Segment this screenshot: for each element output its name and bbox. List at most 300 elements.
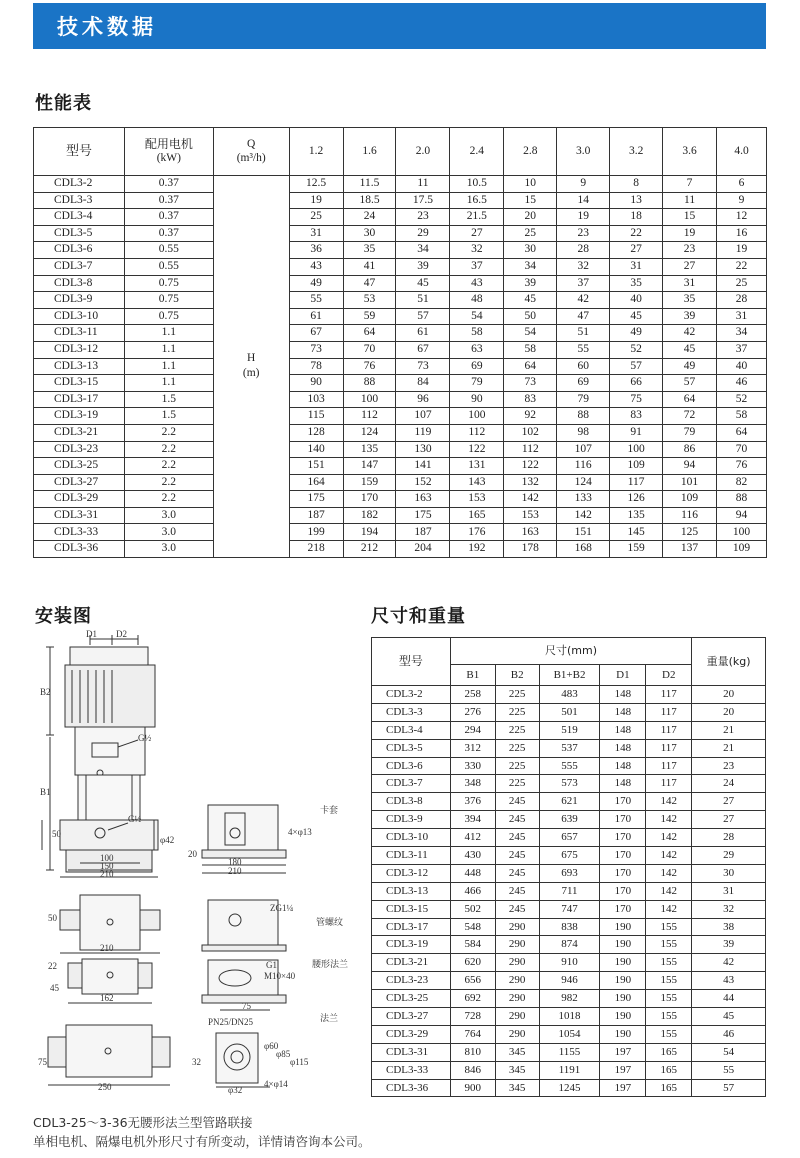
- head-value-cell: 43: [289, 258, 343, 275]
- head-value-cell: 58: [450, 325, 504, 342]
- dim-value-cell: 675: [539, 847, 600, 865]
- weight-cell: 55: [692, 1061, 766, 1079]
- head-value-cell: 22: [717, 258, 767, 275]
- head-value-cell: 39: [396, 258, 450, 275]
- dim-value-cell: 142: [646, 793, 692, 811]
- weight-cell: 38: [692, 918, 766, 936]
- table-row: [372, 739, 766, 757]
- weight-cell: 28: [692, 829, 766, 847]
- head-value-cell: 51: [396, 292, 450, 309]
- dim-value-cell: 148: [600, 686, 646, 704]
- table-row: [372, 990, 766, 1008]
- table-row: [372, 686, 766, 704]
- dim-value-cell: 258: [450, 686, 495, 704]
- installation-title: 安装图: [35, 606, 92, 627]
- dimensions-body: [372, 686, 766, 1097]
- head-value-cell: 73: [396, 358, 450, 375]
- head-value-cell: 103: [289, 391, 343, 408]
- head-value-cell: 124: [557, 474, 610, 491]
- head-value-cell: 88: [717, 491, 767, 508]
- head-value-cell: 175: [396, 507, 450, 524]
- label-g-half-low: G½: [128, 814, 142, 824]
- head-value-cell: 168: [557, 541, 610, 558]
- dim-value-cell: 692: [450, 990, 495, 1008]
- head-value-cell: 9: [717, 192, 767, 209]
- model-cell: CDL3-33: [34, 524, 125, 541]
- power-cell: 2.2: [124, 474, 213, 491]
- dim-model-cell: CDL3-27: [372, 1008, 451, 1026]
- label-162: 162: [100, 993, 114, 1003]
- dim-value-cell: 946: [539, 972, 600, 990]
- head-value-cell: 6: [717, 176, 767, 193]
- power-cell: 2.2: [124, 424, 213, 441]
- head-value-cell: 43: [450, 275, 504, 292]
- table-row: [34, 408, 767, 425]
- dim-value-cell: 573: [539, 775, 600, 793]
- head-value-cell: 52: [717, 391, 767, 408]
- head-value-cell: 34: [396, 242, 450, 259]
- dim-value-cell: 170: [600, 829, 646, 847]
- head-value-cell: 11: [396, 176, 450, 193]
- dim-value-cell: 197: [600, 1079, 646, 1097]
- head-value-cell: 45: [663, 341, 717, 358]
- head-value-cell: 23: [396, 209, 450, 226]
- head-value-cell: 88: [557, 408, 610, 425]
- dim-value-cell: 245: [495, 882, 539, 900]
- dim-col-header: D2: [646, 665, 692, 686]
- dim-model-cell: CDL3-9: [372, 811, 451, 829]
- model-cell: CDL3-5: [34, 225, 125, 242]
- dim-value-cell: 501: [539, 703, 600, 721]
- flow-col-header: 2.0: [396, 128, 450, 176]
- head-value-cell: 112: [504, 441, 557, 458]
- weight-cell: 31: [692, 882, 766, 900]
- head-value-cell: 64: [717, 424, 767, 441]
- head-value-cell: 53: [343, 292, 396, 309]
- dim-value-cell: 225: [495, 703, 539, 721]
- head-value-cell: 19: [557, 209, 610, 226]
- head-value-cell: 49: [610, 325, 663, 342]
- table-row: [34, 325, 767, 342]
- table-row: [34, 358, 767, 375]
- dim-value-cell: 466: [450, 882, 495, 900]
- dim-value-cell: 810: [450, 1043, 495, 1061]
- head-value-cell: 21.5: [450, 209, 504, 226]
- flow-col-header: 3.2: [610, 128, 663, 176]
- head-value-cell: 86: [663, 441, 717, 458]
- label-210: 210: [100, 869, 114, 879]
- dim-model-cell: CDL3-7: [372, 775, 451, 793]
- table-row: [34, 292, 767, 309]
- power-cell: 2.2: [124, 441, 213, 458]
- head-value-cell: 19: [663, 225, 717, 242]
- dim-value-cell: 197: [600, 1043, 646, 1061]
- dim-value-cell: 537: [539, 739, 600, 757]
- table-row: [34, 424, 767, 441]
- head-value-cell: 84: [396, 375, 450, 392]
- head-value-cell: 36: [289, 242, 343, 259]
- label-b1: B1: [40, 787, 51, 797]
- dim-value-cell: 330: [450, 757, 495, 775]
- model-header: 型号: [34, 128, 125, 176]
- head-value-cell: 165: [450, 507, 504, 524]
- head-value-cell: 49: [289, 275, 343, 292]
- head-value-cell: 75: [610, 391, 663, 408]
- head-value-cell: 100: [610, 441, 663, 458]
- head-value-cell: 67: [289, 325, 343, 342]
- dim-value-cell: 693: [539, 864, 600, 882]
- label-phi42: φ42: [160, 835, 175, 845]
- dim-value-cell: 555: [539, 757, 600, 775]
- dim-value-cell: 838: [539, 918, 600, 936]
- head-value-cell: 60: [557, 358, 610, 375]
- label-phi32: φ32: [228, 1085, 243, 1095]
- head-value-cell: 32: [557, 258, 610, 275]
- model-cell: CDL3-23: [34, 441, 125, 458]
- head-value-cell: 116: [663, 507, 717, 524]
- head-value-cell: 135: [343, 441, 396, 458]
- head-value-cell: 125: [663, 524, 717, 541]
- weight-cell: 27: [692, 811, 766, 829]
- dim-value-cell: 900: [450, 1079, 495, 1097]
- dim-model-cell: CDL3-25: [372, 990, 451, 1008]
- dim-value-cell: 728: [450, 1008, 495, 1026]
- weight-cell: 21: [692, 739, 766, 757]
- banner-title: 技术数据: [57, 15, 157, 39]
- dim-value-cell: 548: [450, 918, 495, 936]
- dim-value-cell: 276: [450, 703, 495, 721]
- head-value-cell: 64: [504, 358, 557, 375]
- head-value-cell: 52: [610, 341, 663, 358]
- model-cell: CDL3-6: [34, 242, 125, 259]
- head-value-cell: 12: [717, 209, 767, 226]
- head-value-cell: 54: [450, 308, 504, 325]
- performance-table: [33, 127, 767, 558]
- head-value-cell: 41: [343, 258, 396, 275]
- dim-model-cell: CDL3-3: [372, 703, 451, 721]
- dim-value-cell: 148: [600, 739, 646, 757]
- performance-title: 性能表: [35, 93, 92, 114]
- table-row: [372, 900, 766, 918]
- head-value-cell: 14: [557, 192, 610, 209]
- head-value-cell: 42: [663, 325, 717, 342]
- head-value-cell: 79: [557, 391, 610, 408]
- dim-value-cell: 448: [450, 864, 495, 882]
- head-value-cell: 16.5: [450, 192, 504, 209]
- dim-value-cell: 190: [600, 936, 646, 954]
- model-cell: CDL3-12: [34, 341, 125, 358]
- head-value-cell: 122: [504, 458, 557, 475]
- power-cell: 2.2: [124, 491, 213, 508]
- dim-model-cell: CDL3-4: [372, 721, 451, 739]
- weight-cell: 46: [692, 1025, 766, 1043]
- label-32: 32: [192, 1057, 201, 1067]
- table-row: [372, 775, 766, 793]
- flow-col-header: 2.4: [450, 128, 504, 176]
- head-value-cell: 22: [610, 225, 663, 242]
- head-value-cell: 73: [504, 375, 557, 392]
- table-row: [34, 458, 767, 475]
- dim-value-cell: 190: [600, 918, 646, 936]
- head-value-cell: 109: [610, 458, 663, 475]
- head-value-cell: 63: [450, 341, 504, 358]
- dim-model-cell: CDL3-31: [372, 1043, 451, 1061]
- table-row: [34, 507, 767, 524]
- head-value-cell: 78: [289, 358, 343, 375]
- weight-cell: 20: [692, 686, 766, 704]
- head-value-cell: 35: [663, 292, 717, 309]
- label-h20: 20: [188, 849, 197, 859]
- dim-value-cell: 1245: [539, 1079, 600, 1097]
- dim-col-header: B2: [495, 665, 539, 686]
- weight-cell: 24: [692, 775, 766, 793]
- dim-model-cell: CDL3-21: [372, 954, 451, 972]
- dim-value-cell: 412: [450, 829, 495, 847]
- head-value-cell: 27: [663, 258, 717, 275]
- weight-cell: 27: [692, 793, 766, 811]
- head-value-cell: 57: [610, 358, 663, 375]
- head-value-cell: 18.5: [343, 192, 396, 209]
- head-value-cell: 58: [717, 408, 767, 425]
- table-row: [34, 474, 767, 491]
- model-cell: CDL3-15: [34, 375, 125, 392]
- weight-cell: 54: [692, 1043, 766, 1061]
- dim-value-cell: 982: [539, 990, 600, 1008]
- model-cell: CDL3-9: [34, 292, 125, 309]
- dim-value-cell: 245: [495, 829, 539, 847]
- label-pipe-thread: 管螺纹: [316, 917, 344, 927]
- table-row: [372, 703, 766, 721]
- head-value-cell: 130: [396, 441, 450, 458]
- head-value-cell: 163: [396, 491, 450, 508]
- table-row: [34, 541, 767, 558]
- label-75: 75: [242, 1001, 251, 1011]
- table-row: [34, 242, 767, 259]
- label-b2: B2: [40, 687, 51, 697]
- dim-model-cell: CDL3-33: [372, 1061, 451, 1079]
- dim-value-cell: 345: [495, 1043, 539, 1061]
- table-row: [372, 1079, 766, 1097]
- power-cell: 1.1: [124, 341, 213, 358]
- dim-value-cell: 117: [646, 703, 692, 721]
- head-value-cell: 55: [289, 292, 343, 309]
- table-row: [34, 176, 767, 193]
- dim-model-cell: CDL3-13: [372, 882, 451, 900]
- flow-col-header: 2.8: [504, 128, 557, 176]
- power-cell: 0.55: [124, 242, 213, 259]
- table-row: [372, 936, 766, 954]
- dim-value-cell: 142: [646, 882, 692, 900]
- head-value-cell: 159: [610, 541, 663, 558]
- performance-header-row: [34, 128, 767, 176]
- table-row: [34, 524, 767, 541]
- dim-value-cell: 170: [600, 793, 646, 811]
- label-flange: 法兰: [320, 1013, 339, 1023]
- weight-cell: 44: [692, 990, 766, 1008]
- dim-model-cell: CDL3-8: [372, 793, 451, 811]
- head-unit-cell: [213, 176, 289, 558]
- head-value-cell: 19: [289, 192, 343, 209]
- table-row: [372, 1008, 766, 1026]
- dim-value-cell: 290: [495, 990, 539, 1008]
- head-value-cell: 69: [557, 375, 610, 392]
- dim-value-cell: 170: [600, 811, 646, 829]
- dim-value-cell: 656: [450, 972, 495, 990]
- head-value-cell: 73: [289, 341, 343, 358]
- head-value-cell: 29: [396, 225, 450, 242]
- table-row: [34, 308, 767, 325]
- weight-cell: 45: [692, 1008, 766, 1026]
- head-value-cell: 90: [450, 391, 504, 408]
- dim-value-cell: 225: [495, 721, 539, 739]
- head-value-cell: 39: [663, 308, 717, 325]
- head-value-cell: 122: [450, 441, 504, 458]
- head-value-cell: 124: [343, 424, 396, 441]
- dim-value-cell: 245: [495, 811, 539, 829]
- power-cell: 0.37: [124, 192, 213, 209]
- label-oval-flange: 腰形法兰: [312, 959, 349, 969]
- head-value-cell: 12.5: [289, 176, 343, 193]
- dimensions-title: 尺寸和重量: [371, 606, 466, 627]
- head-value-cell: 37: [717, 341, 767, 358]
- dim-value-cell: 483: [539, 686, 600, 704]
- dim-value-cell: 502: [450, 900, 495, 918]
- dim-value-cell: 155: [646, 1025, 692, 1043]
- model-cell: CDL3-13: [34, 358, 125, 375]
- head-value-cell: 192: [450, 541, 504, 558]
- head-value-cell: 13: [610, 192, 663, 209]
- head-value-cell: 102: [504, 424, 557, 441]
- head-value-cell: 45: [504, 292, 557, 309]
- dim-value-cell: 117: [646, 757, 692, 775]
- head-value-cell: 119: [396, 424, 450, 441]
- dim-col-header: B1+B2: [539, 665, 600, 686]
- head-value-cell: 194: [343, 524, 396, 541]
- dim-value-cell: 225: [495, 739, 539, 757]
- power-cell: 0.55: [124, 258, 213, 275]
- head-value-cell: 17.5: [396, 192, 450, 209]
- head-value-cell: 47: [557, 308, 610, 325]
- head-value-cell: 90: [289, 375, 343, 392]
- dim-value-cell: 170: [600, 900, 646, 918]
- power-cell: 0.37: [124, 225, 213, 242]
- power-cell: 1.5: [124, 408, 213, 425]
- model-cell: CDL3-3: [34, 192, 125, 209]
- dim-value-cell: 190: [600, 972, 646, 990]
- head-value-cell: 46: [717, 375, 767, 392]
- head-value-cell: 57: [663, 375, 717, 392]
- power-cell: 1.1: [124, 375, 213, 392]
- dim-col-header: D1: [600, 665, 646, 686]
- head-value-cell: 49: [663, 358, 717, 375]
- dim-col-header: B1: [450, 665, 495, 686]
- head-value-cell: 64: [343, 325, 396, 342]
- model-cell: CDL3-2: [34, 176, 125, 193]
- dim-value-cell: 165: [646, 1061, 692, 1079]
- head-value-cell: 159: [343, 474, 396, 491]
- dim-value-cell: 225: [495, 775, 539, 793]
- label-m10: M10×40: [264, 971, 296, 981]
- weight-cell: 32: [692, 900, 766, 918]
- table-row: [372, 864, 766, 882]
- dim-value-cell: 155: [646, 954, 692, 972]
- dim-model-cell: CDL3-2: [372, 686, 451, 704]
- head-value-cell: 72: [663, 408, 717, 425]
- dim-value-cell: 155: [646, 936, 692, 954]
- table-row: [34, 441, 767, 458]
- flow-col-header: 1.2: [289, 128, 343, 176]
- table-row: [34, 192, 767, 209]
- flow-col-header: 3.0: [557, 128, 610, 176]
- head-value-cell: 100: [717, 524, 767, 541]
- table-row: [372, 918, 766, 936]
- dim-model-cell: CDL3-29: [372, 1025, 451, 1043]
- weight-cell: 57: [692, 1079, 766, 1097]
- head-value-cell: 39: [504, 275, 557, 292]
- head-value-cell: 27: [450, 225, 504, 242]
- table-row: [372, 757, 766, 775]
- table-row: [372, 882, 766, 900]
- head-value-cell: 28: [717, 292, 767, 309]
- head-value-cell: 69: [450, 358, 504, 375]
- head-value-cell: 30: [343, 225, 396, 242]
- dim-model-cell: CDL3-6: [372, 757, 451, 775]
- head-value-cell: 98: [557, 424, 610, 441]
- head-value-cell: 37: [557, 275, 610, 292]
- head-value-cell: 116: [557, 458, 610, 475]
- dim-value-cell: 225: [495, 757, 539, 775]
- model-cell: CDL3-4: [34, 209, 125, 226]
- weight-cell: 23: [692, 757, 766, 775]
- dim-value-cell: 620: [450, 954, 495, 972]
- head-value-cell: 187: [396, 524, 450, 541]
- label-d75: 75: [38, 1057, 47, 1067]
- head-value-cell: 79: [450, 375, 504, 392]
- head-value-cell: 19: [717, 242, 767, 259]
- pump-diagram: [20, 625, 365, 1095]
- dim-value-cell: 117: [646, 721, 692, 739]
- dim-weight-header: 重量(kg): [692, 638, 766, 686]
- head-label: H: [247, 351, 256, 364]
- label-50: 50: [52, 829, 61, 839]
- dim-value-cell: 1054: [539, 1025, 600, 1043]
- head-value-cell: 31: [610, 258, 663, 275]
- head-value-cell: 28: [557, 242, 610, 259]
- head-value-cell: 34: [504, 258, 557, 275]
- model-cell: CDL3-31: [34, 507, 125, 524]
- model-cell: CDL3-21: [34, 424, 125, 441]
- dim-value-cell: 142: [646, 900, 692, 918]
- dim-value-cell: 190: [600, 1008, 646, 1026]
- head-value-cell: 112: [343, 408, 396, 425]
- model-cell: CDL3-8: [34, 275, 125, 292]
- dim-value-cell: 155: [646, 990, 692, 1008]
- head-value-cell: 126: [610, 491, 663, 508]
- dim-value-cell: 747: [539, 900, 600, 918]
- head-value-cell: 176: [450, 524, 504, 541]
- head-value-cell: 58: [504, 341, 557, 358]
- weight-cell: 20: [692, 703, 766, 721]
- dim-model-cell: CDL3-15: [372, 900, 451, 918]
- head-value-cell: 133: [557, 491, 610, 508]
- dim-value-cell: 639: [539, 811, 600, 829]
- head-value-cell: 35: [343, 242, 396, 259]
- label-150: 150: [100, 861, 114, 871]
- dim-value-cell: 290: [495, 918, 539, 936]
- head-value-cell: 64: [663, 391, 717, 408]
- head-value-cell: 35: [610, 275, 663, 292]
- dim-value-cell: 155: [646, 1008, 692, 1026]
